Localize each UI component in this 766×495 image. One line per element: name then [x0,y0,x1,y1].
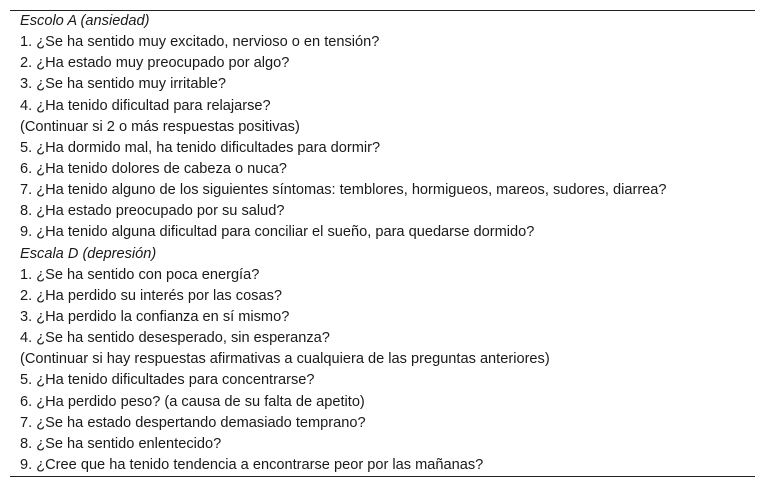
questionnaire-table [10,10,755,477]
scale-d-item: 3. ¿Ha perdido la confianza en sí mismo? [20,308,290,325]
scale-a-item: 1. ¿Se ha sentido muy excitado, nervioso o en tensión? [20,34,380,51]
scale-a-item: 8. ¿Ha estado preocupado por su salud? [20,203,285,220]
scale-a-title: Escolo A (ansiedad) [20,13,150,29]
scale-d-item: 2. ¿Ha perdido su interés por las cosas? [20,287,283,304]
scale-a-item: 4. ¿Ha tenido dificultad para relajarse? [20,97,271,114]
scale-d-item: 8. ¿Se ha sentido enlentecido? [20,435,222,452]
scale-d-title: Escala D (depresión) [20,245,157,262]
scale-a-item: 9. ¿Ha tenido alguna dificultad para conciliar el sueño, para quedarse dormido? [20,224,535,241]
scale-d-item: 9. ¿Cree que ha tenido tendencia a encontrarse peor por las mañanas? [20,456,484,473]
scale-a-item: 7. ¿Ha tenido alguno de los siguientes síntomas: temblores, hormigueos, mareos, sudores, diarrea? [20,182,667,199]
scale-d-item: 4. ¿Se ha sentido desesperado, sin esperanza? [20,330,330,347]
scale-d-item: 1. ¿Se ha sentido con poca energía? [20,266,260,283]
scale-a-item: 3. ¿Se ha sentido muy irritable? [20,76,227,93]
scale-d-item: 5. ¿Ha tenido dificultades para concentrarse? [20,372,315,389]
scale-d-group [10,244,755,477]
scale-d-item: 6. ¿Ha perdido peso? (a causa de su falta de apetito) [20,393,365,410]
scale-a-item: 5. ¿Ha dormido mal, ha tenido dificultades para dormir? [20,139,381,156]
scale-a-item: 2. ¿Ha estado muy preocupado por algo? [20,55,290,72]
scale-a-continue-note: (Continuar si 2 o más respuestas positivas) [20,118,300,135]
scale-d-continue-note: (Continuar si hay respuestas afirmativas a cualquiera de las preguntas anteriores) [20,351,550,368]
scale-a-item: 6. ¿Ha tenido dolores de cabeza o nuca? [20,160,287,177]
scale-d-item: 7. ¿Se ha estado despertando demasiado temprano? [20,414,366,431]
scale-a-group [10,11,755,244]
